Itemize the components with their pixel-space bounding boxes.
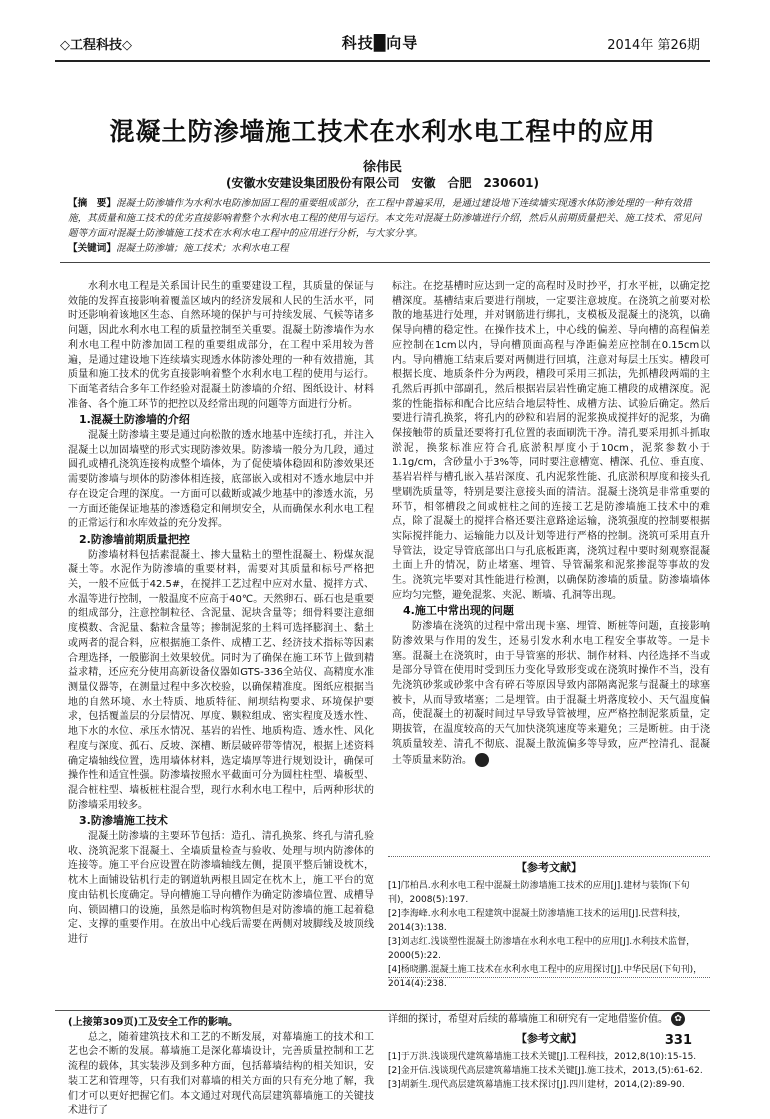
section-1-text: 混凝土防渗墙主要是通过向松散的透水地基中连续打孔，并注入混凝土以加固墙壁的形式实现防渗效果。防渗墙一般分为几段，通过圆孔或槽孔浇筑连接构成整个墙体，为了促使墙体稳固和防渗效果还需要防渗墙与坝体的防渗体相连接，底部嵌入或相对不透水地层中并存在设定合理的深度。一方面可以截断或减少地基中的渗透水流，另一方面还能保证地基的渗透稳定和闸坝安全，从而确保水利水电工程的正常运行和水库效益的充分发挥。 [68, 430, 374, 530]
section-heading-3: 3.防渗墙施工技术 [79, 814, 168, 828]
column-left [68, 280, 374, 948]
journal-name: 科技█向导 [341, 34, 419, 52]
section-heading-2: 2.防渗墙前期质量把控 [79, 532, 190, 546]
abstract-rule [60, 262, 710, 263]
page-number: 331 [664, 1033, 692, 1048]
continued-article-right [388, 1012, 710, 1092]
references-title: 【参考文献】 [516, 1031, 582, 1045]
keywords: 混凝土防渗墙；施工技术；水利水电工程 [115, 243, 289, 254]
reference-item: [3]刘志红.浅谈塑性混凝土防渗墙在水利水电工程中的应用[J].水利技术监督，2000(5):22. [388, 937, 696, 961]
references-title: 【参考文献】 [516, 861, 582, 874]
issue-number: 2014年 第26期 [607, 38, 700, 53]
continued-from: (上接第309页)工及安全工作的影响。 [68, 1017, 239, 1028]
journal-section: ◇工程科技◇ [60, 38, 132, 53]
running-header [60, 30, 700, 56]
article-separator [55, 1010, 710, 1011]
reference-item: [1]邝柏昌.水利水电工程中混凝土防渗墙施工技术的应用[J].建材与装饰(下旬刊)，2008(5):197. [388, 881, 690, 905]
end-mark-icon: ✿ [475, 753, 489, 767]
header-rule [55, 60, 710, 62]
abstract-text: 混凝土防渗墙作为水利水电防渗加固工程的重要组成部分，在工程中普遍采用，是通过建设地下连续墙实现透水体防渗处理的一种有效措施，其质量和施工技术的优劣直接影响着整个水利水电工程的使用与运行。本文先对混凝土防渗墙进行介绍，然后从前期质量把关、施工技术、常见问题等方面对混凝土防渗墙施工技术在水利水电工程中的应用进行分析，与大家分享。 [68, 198, 702, 239]
keywords-label: 【关键词】 [68, 243, 116, 254]
author-name: 徐伟民 [362, 160, 402, 175]
affiliation: (安徽水安建设集团股份有限公司 安徽 合肥 230601) [225, 176, 540, 190]
reference-item: [2]李海峰.水利水电工程建筑中混凝土防渗墙施工技术的运用[J].民营科技，2014(3):138. [388, 909, 687, 933]
section-heading-1: 1.混凝土防渗墙的介绍 [79, 413, 190, 427]
column-right [392, 280, 710, 768]
references [388, 856, 710, 989]
reference-item: [1]于万洪.浅谈现代建筑幕墙施工技术关键[J].工程科技，2012,8(10):15-15. [388, 1052, 697, 1063]
continued-paragraph: 总之，随着建筑技术和工艺的不断发展，对幕墙施工的技术和工艺也会不断的发展。幕墙施工是深化幕墙设计，完善质量控制和工艺流程的载体，其实装涉及到多种方面，包括幕墙结构的相关知识，安装工艺和管理等，只有我们对幕墙的相关方面的只有充分地了解，我们才可以更好把握它们。本文通过对现代高层建筑幕墙施工的关键技术进行了 [68, 1031, 374, 1117]
intro-paragraph: 水利水电工程是关系国计民生的重要建设工程，其质量的保证与效能的发挥直接影响着覆盖区域内的经济发展和人民的生活水平，同时还影响着该地区生态、自然环境的保护与可持续发展、气候等诸多问题，因此水利水电工程的质量控制至关重要。混凝土防渗墙作为水利水电工程中防渗加固工程的重要组成部分，在工程中采用较为普遍，是通过建设地下连续墙实现透水体防渗处理的一种有效措施，其质量和施工技术的优劣直接影响着整个水利水电工程的使用与运行。下面笔者结合多年工作经验对混凝土防渗墙的介绍、图纸设计、材料准备、各个施工环节的把控以及经常出现的问题等方面进行分析。 [68, 281, 374, 410]
continued-article-left [68, 1016, 374, 1119]
continued-conclusion: 详细的探讨，希望对后续的幕墙施工和研究有一定地借鉴价值。 ✿ [388, 1012, 710, 1028]
reference-item: [4]杨晓鹏.混凝土施工技术在水利水电工程中的应用探讨[J].中华民居(下旬刊)，2014(4):238. [388, 965, 703, 989]
reference-item: [3]胡新生.现代高层建筑幕墙施工技术探讨[J].四川建材，2014,(2):89-90. [388, 1080, 685, 1091]
reference-item: [2]金开信.浅谈现代高层建筑幕墙施工技术关键[J].施工技术，2013,(5):61-62. [388, 1066, 703, 1077]
section-2-text: 防渗墙材料包括素混凝土、掺大量粘土的塑性混凝土、粉煤灰混凝土等。水泥作为防渗墙的重要材料，需要对其质量和标号严格把关，一般不应低于42.5#，在搅拌工艺过程中应对水量、搅拌方式、水温等进行控制，一般温度不应高于40℃。天然卵石、砾石也是重要的组成部分，注意控制粒径、含泥量、泥块含量等；细骨料要注意细度模数、含泥量、黏粒含量等；掺制泥浆的土料可选择膨润土、黏土或两者的混合料，应根据施工条件、成槽工艺、经济技术指标等因素合理选择，一般膨润土效果较优。同时为了确保在施工环节上做到精益求精，还应充分使用高新设备仪器如GTS-336全站仪、高精度水准测量仪器等，在测量过程中多次校验，以确保精准度。图纸应根据当地的自然环境、水土特质、地质特征、闸坝结构要求、环境保护要求，包括覆盖层的分层情况、厚度、颗粒组成、密实程度及透水性、地下水的水位、承压水情况、基岩的岩性、地质构造、透水性、风化程度与深度、孤石、反坡、深槽、断层破碎带等情况，根据上述资料确定墙轴线位置，选用墙体材料，选定墙厚等进行规划设计，确保可操作性和适宜性强。防渗墙按照水平截面可分为圆柱柱型、墙板型、混合桩柱型、墙板桩柱混合型，现行水利水电工程中，后两种形状的防渗墙采用较多。 [68, 549, 374, 811]
abstract [68, 196, 708, 256]
section-heading-4: 4.施工中常出现的问题 [403, 604, 514, 618]
abstract-label: 【摘 要】 [68, 198, 116, 209]
section-3-text: 混凝土防渗墙的主要环节包括：造孔、清孔换浆、终孔与清孔验收、浇筑泥浆下混凝土、全墙质量检查与验收、处理与坝内防渗体的连接等。施工平台应设置在防渗墙轴线左侧，提顶平整后铺设枕木，枕木上面铺设钻机行走的钢道轨两根且固定在枕木上，施工平台的宽度由钻机长度确定。导向槽施工导向槽作为确定防渗墙位置、成槽导向、锁固槽口的设施，虽然是临时构筑物但是对防渗墙的施工起着稳定、支撑的重要作用。在放出中心线后需要在两侧对坡脚线及坡顶线进行 [68, 831, 374, 945]
paper-title: 混凝土防渗墙施工技术在水利水电工程中的应用 [109, 117, 656, 146]
section-3-continued: 标注。在挖基槽时应达到一定的高程时及时抄平，打水平桩，以确定挖槽深度。基槽结束后要进行削坡，一定要注意坡度。在浇筑之前要对松散的地基进行处理，并对钢筋进行绑扎，支模板及混凝土的浇筑，以确保导向槽的稳定性。在操作技术上，中心线的偏差、导向槽的高程偏差应控制在1cm以内，导向槽顶面高程与净距偏差应控制在0.15cm以内。导向槽施工结束后要对两侧进行回填，注意对每层土压实。槽段可根据长度、地质条件分为两段，槽段可采用三抓法，先抓槽段两端的主孔然后再抓中部副孔，然后根据岩层岩性确定施工槽段的成槽深度。泥浆的性能指标和配合比应结合地层特性、成槽方法、试验后确定。然后要进行清孔换浆，将孔内的砂粒和岩屑的泥浆换成搅拌好的泥浆，为确保接触带的质量还要将打孔位置的表面刷洗干净。清孔要采用抓斗抓取淤泥，换浆标准应符合孔底淤积厚度小于10cm，泥浆参数小于1.1g/cm，含砂量小于3%等，同时要注意槽宽、槽深、孔位、垂直度、基岩岩样与槽孔嵌入基岩深度、孔内泥浆性能、孔底淤积厚度和接头孔壁刷洗质量等，特别是要注意接头面的清洁。混凝土浇筑是非常重要的环节，相邻槽段之间或桩柱之间的连接工艺是防渗墙施工技术中的难点，除了混凝土的搅拌合格还要注意路途运输，浇筑强度的控制要根据实际搅拌能力、运输能力以及计划等进行严格的控制。浇筑可采用直升导管法，设定导管底部出口与孔底板距离，浇筑过程中要时刻观察混凝土面上升的情况，防止堵塞、埋管、导管漏浆和泥浆掺混等事故的发生。浇筑完毕要对其性能进行检测，以确保防渗墙的质量。防渗墙墙体应均匀完整，避免混浆、夹泥、断墙、孔洞等出现。 [392, 281, 710, 601]
section-4-text: 防渗墙在浇筑的过程中常出现卡塞、埋管、断桩等问题，直接影响防渗效果与作用的发生，还易引发水利水电工程安全事故等。一是卡塞。混凝土在浇筑时，由于导管塞的形状、制作材料、内径选择不当或是部分导管在使用时受到压力变化导致形变或在浇筑时操作不当，没有先浇筑砂浆或砂浆中含有碎石等原因导致内部隔离泥浆与混凝土的球塞被卡，从而导致堵塞；二是埋管。由于混凝土坍落度较小、天气温度偏高，使混凝土的初凝时间过早导致导管被埋，应严格控制泥浆质量，定期拔管，在温度较高的天气加快浇筑速度等来避免；三是断桩。由于浇筑质量较差、清孔不彻底、混凝土散流偏多等导致，应严控清孔、混凝土等质量来防治。 ✿ [392, 621, 710, 766]
end-mark-icon: ✿ [671, 1012, 685, 1026]
